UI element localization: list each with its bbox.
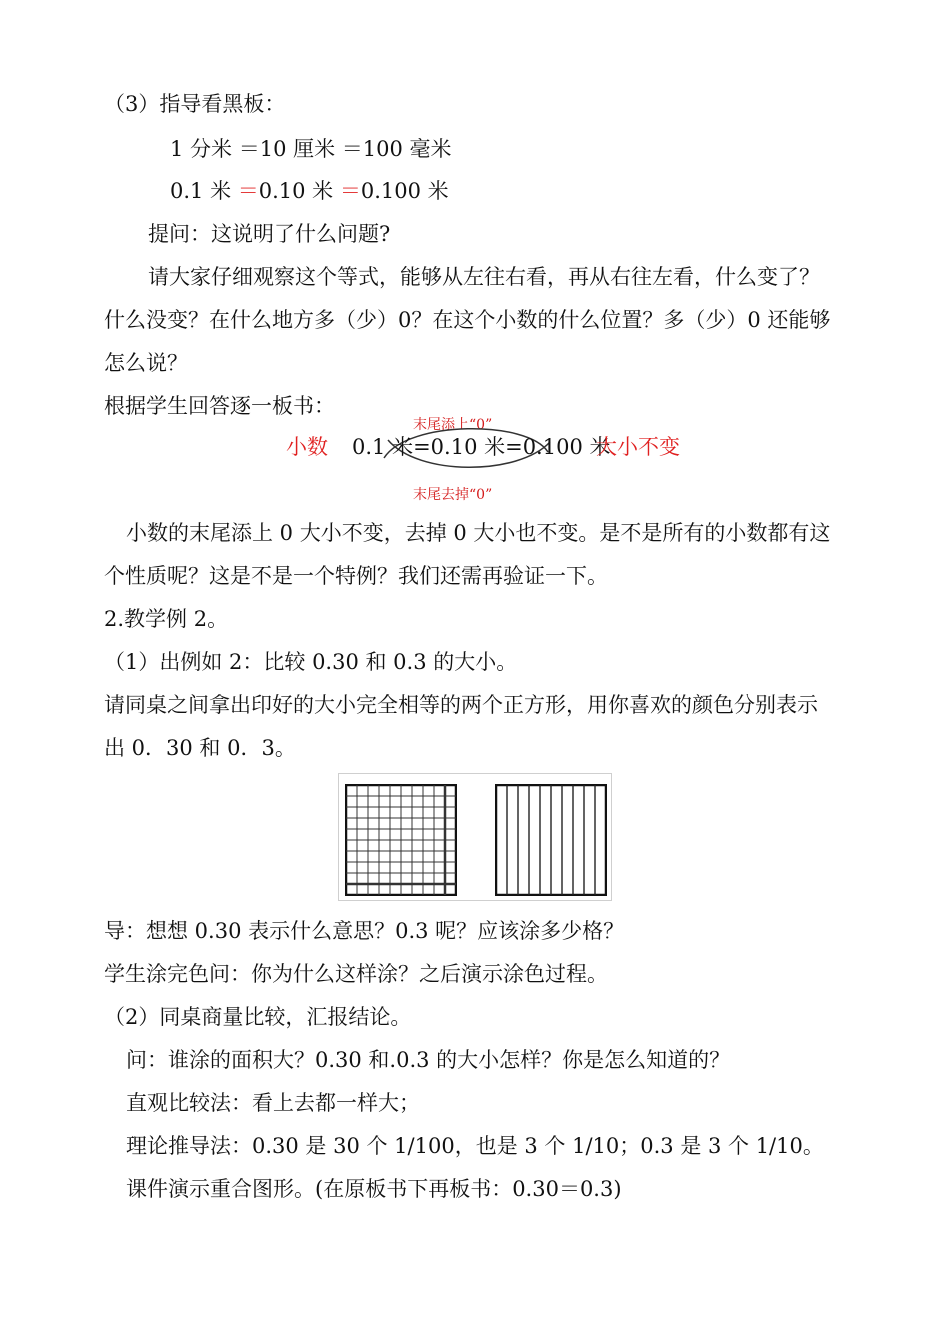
step-3-heading: （3）指导看黑板： <box>104 92 286 116</box>
section-2-heading: 2.教学例 2。 <box>104 607 229 631</box>
paragraph-line-3: 怎么说？ <box>104 351 188 375</box>
board-equation: 0.1 米=0.10 米=0.100 米 <box>352 435 611 459</box>
guide-line: 导：想想 0.30 表示什么意思？0.3 呢？应该涂多少格？ <box>104 919 625 943</box>
demo-line: 课件演示重合图形。(在原板书下再板书：0.30＝0.3) <box>126 1177 622 1201</box>
question-line: 提问：这说明了什么问题? <box>148 222 391 246</box>
board-label-decimal: 小数 <box>286 435 328 459</box>
board-top-note: 末尾添上“0” <box>413 417 493 433</box>
paragraph-line-1: 请大家仔细观察这个等式，能够从左往右看，再从右往左看，什么变了？ <box>148 265 820 289</box>
coloring-question: 学生涂完色问：你为什么这样涂？之后演示涂色过程。 <box>104 962 608 986</box>
instruction-line-1: 请同桌之间拿出印好的大小完全相等的两个正方形，用你喜欢的颜色分别表示 <box>104 693 818 717</box>
step-2-heading: （2）同桌商量比较，汇报结论。 <box>104 1005 412 1029</box>
board-bottom-note: 末尾去掉“0” <box>413 487 493 503</box>
eq-part-1: 0.1 米 <box>170 179 238 203</box>
paragraph-line-5: 个性质呢？这是不是一个特例？我们还需再验证一下。 <box>104 564 608 588</box>
eq-sign-1: ＝ <box>237 179 259 203</box>
visual-method: 直观比较法：看上去都一样大； <box>126 1091 420 1115</box>
hundredths-grid-square <box>345 784 457 896</box>
compare-question: 问：谁涂的面积大？0.30 和.0.3 的大小怎样？你是怎么知道的？ <box>126 1048 731 1072</box>
instruction-line-2: 出 0．30 和 0．3。 <box>104 736 296 760</box>
theory-method: 理论推导法：0.30 是 30 个 1/100，也是 3 个 1/10；0.3 是 3 个 1/10。 <box>126 1134 824 1158</box>
eq-part-2: 0.10 米 <box>258 179 340 203</box>
squares-figure <box>338 773 612 901</box>
board-label-unchanged: 大小不变 <box>596 435 680 459</box>
example-2-heading: （1）出例如 2：比较 0.30 和 0.3 的大小。 <box>104 650 518 674</box>
paragraph-line-2: 什么没变？在什么地方多（少）0？在这个小数的什么位置？多（少）0 还能够 <box>104 308 831 332</box>
decimal-equation <box>170 176 449 206</box>
paragraph-line-4: 小数的末尾添上 0 大小不变，去掉 0 大小也不变。是不是所有的小数都有这 <box>126 521 831 545</box>
unit-equation: 1 分米 ＝10 厘米 ＝100 毫米 <box>170 137 452 161</box>
eq-sign-2: ＝ <box>339 179 361 203</box>
eq-part-3: 0.100 米 <box>360 179 449 203</box>
tenths-strip-square <box>495 784 607 896</box>
board-intro: 根据学生回答逐一板书： <box>104 394 335 418</box>
